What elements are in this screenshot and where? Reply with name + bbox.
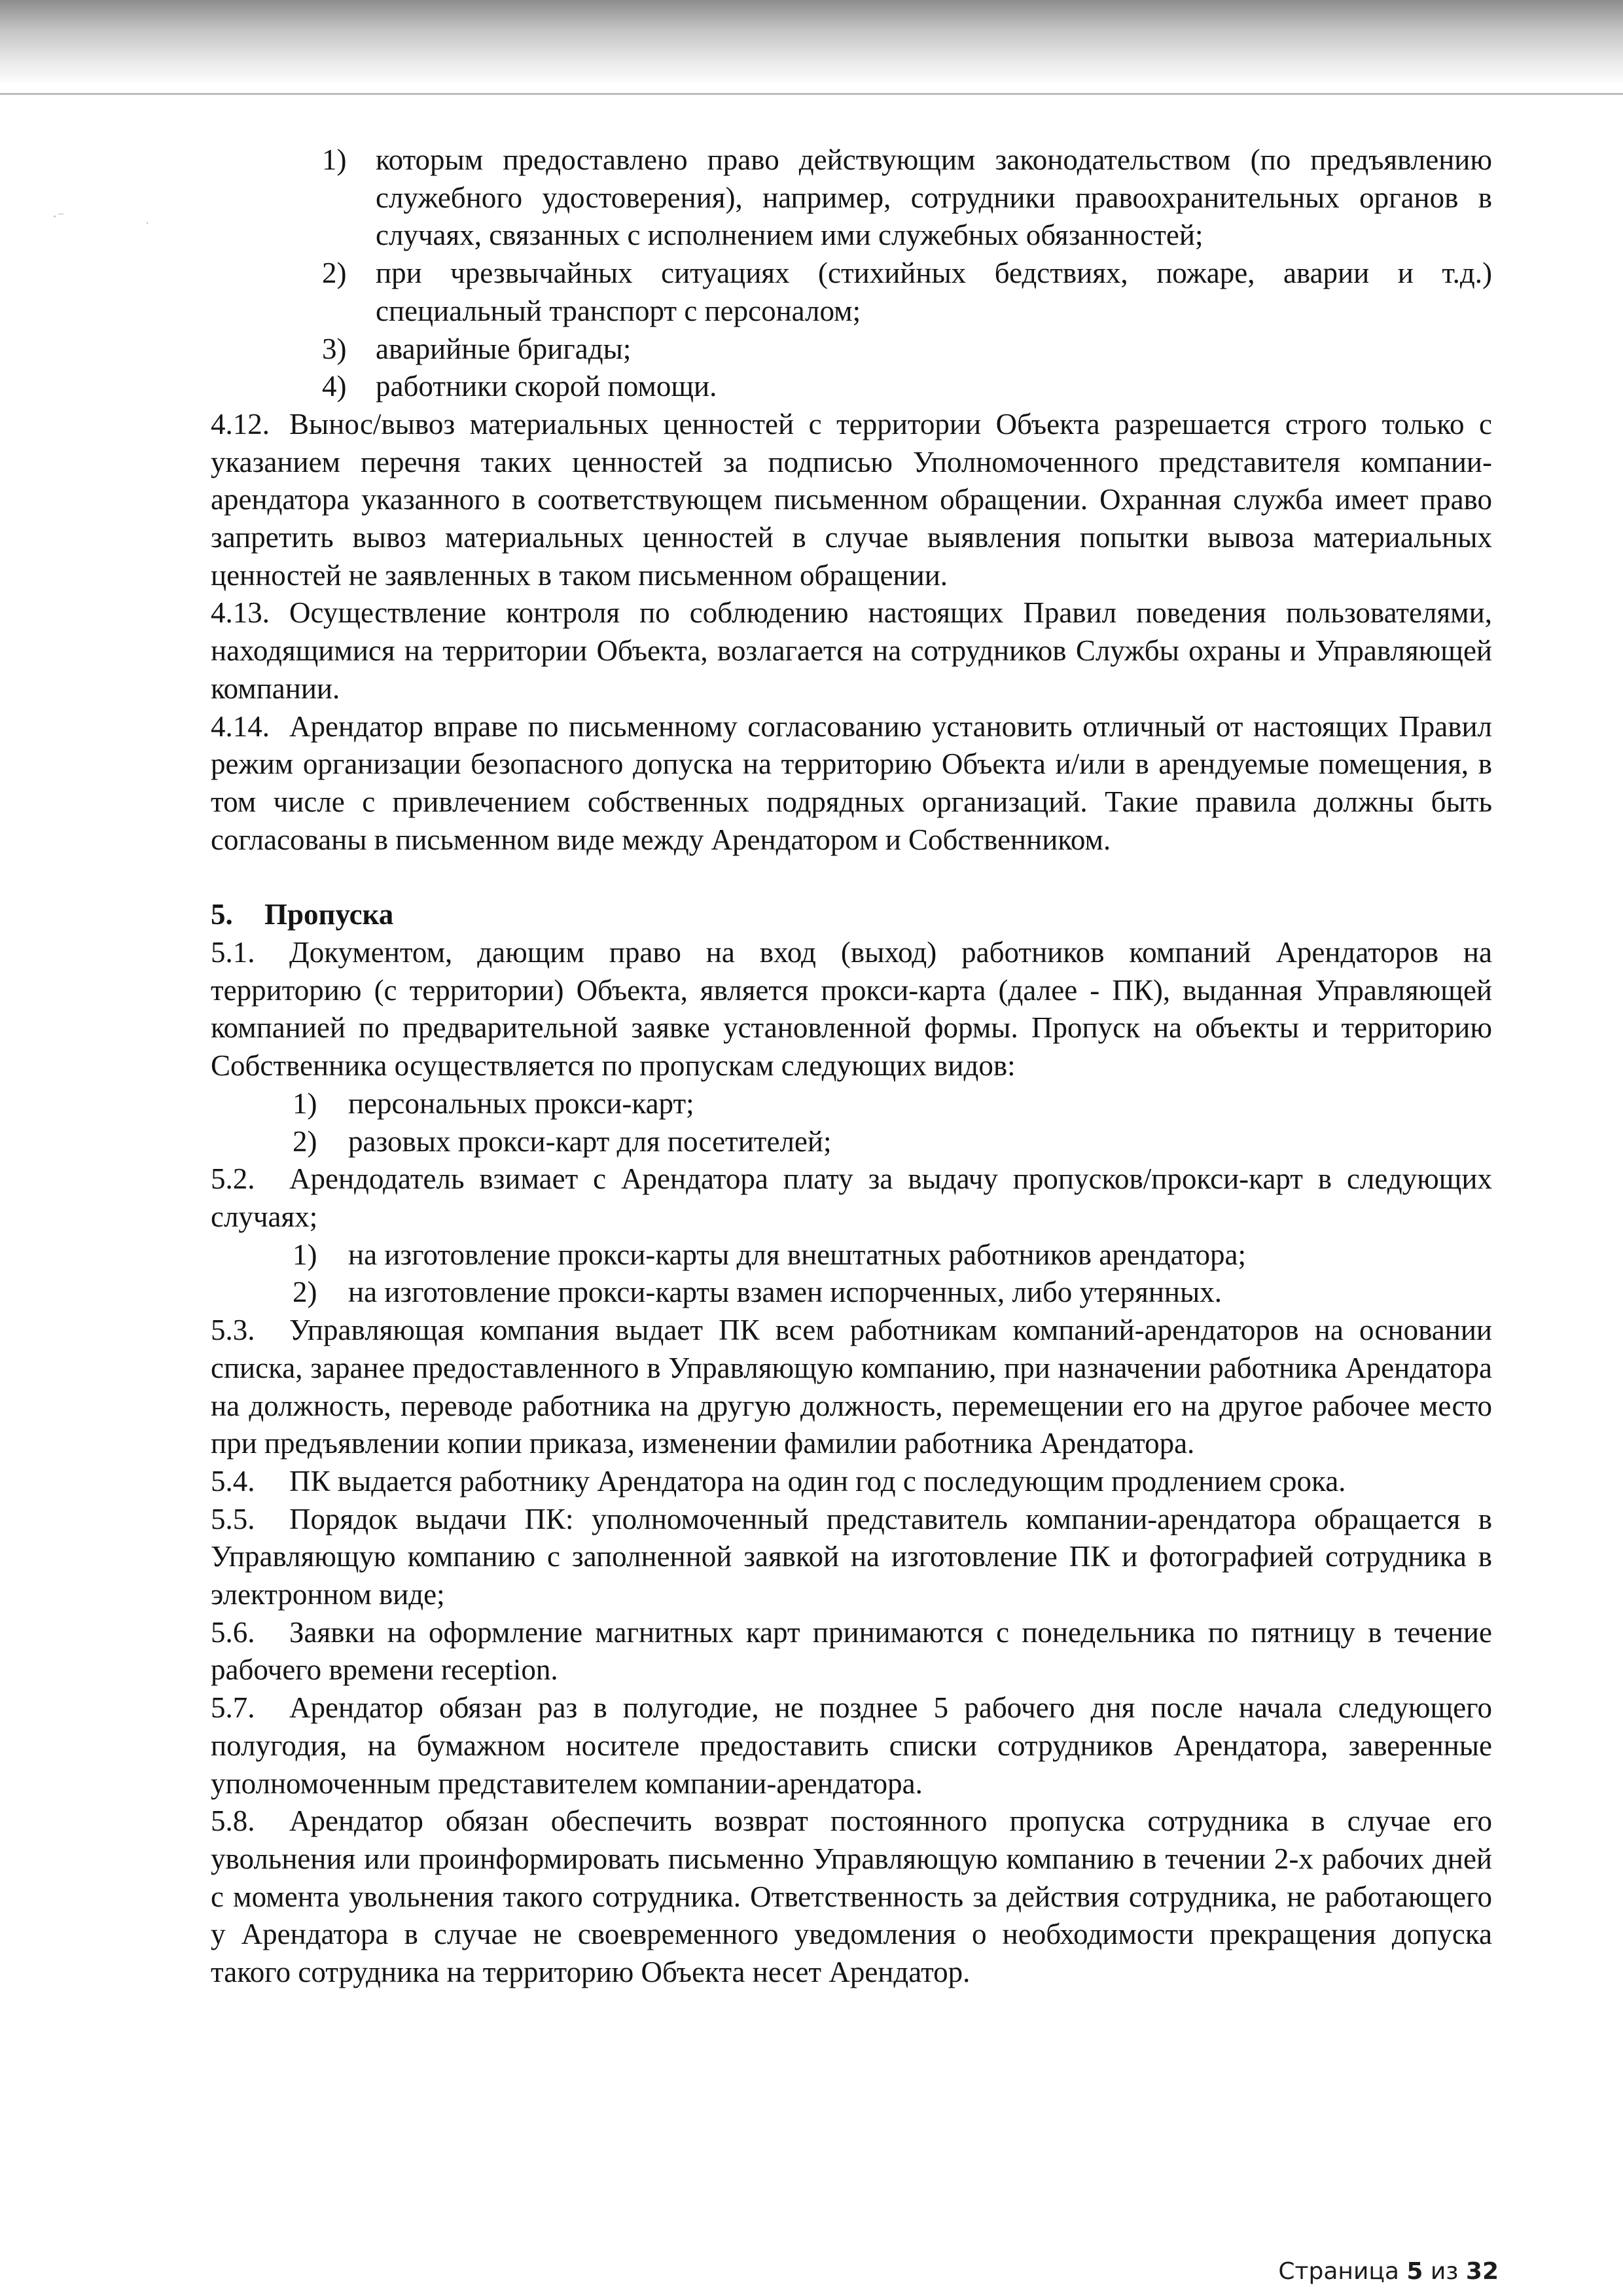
list-item: 1) на изготовление прокси-карты для внештатных работников арендатора; — [293, 1238, 1246, 1271]
list-item: 3) аварийные бригады; — [322, 332, 632, 365]
paragraph-5-7: 5.7. Арендатор обязан раз в полугодие, не позднее 5 рабочего дня после начала следующего полугодия, на бумажном носителе предоставить списки сотрудников Арендатора, заверенные уполномоченным представителем компании-арендатора. — [211, 1691, 1492, 1800]
list-item: 1) которым предоставлено право действующим законодательством (по предъявлению служебного удостоверения), например, сотрудники правоохранительных органов в случаях, связанных с исполнением ими служебных обязанностей; — [322, 143, 1492, 252]
scan-edge — [0, 93, 1623, 95]
paragraph-5-8: 5.8. Арендатор обязан обеспечить возврат постоянного пропуска сотрудника в случае его увольнения или проинформировать письменно Управляющую компанию в течении 2-х рабочих дней с момента увольнения такого сотрудника. Ответственность за действия сотрудника, не работающего у Арендатора в случае не своевременного уведомления о необходимости прекращения допуска такого сотрудника на территорию Объекта несет Арендатор. — [211, 1804, 1492, 1989]
list-4-11 — [322, 141, 1492, 406]
page-number: Страница 5 из 32 — [1278, 2258, 1499, 2285]
paragraph-5-2: 5.2. Арендодатель взимает с Арендатора плату за выдачу пропусков/прокси-карт в следующих случаях; — [211, 1162, 1492, 1233]
scan-speck: ˑ — [145, 216, 150, 232]
list-5-1 — [211, 1085, 1492, 1160]
paragraph-4-13: 4.13. Осуществление контроля по соблюдению настоящих Правил поведения пользователями, находящимися на территории Объекта, возлагается на сотрудников Службы охраны и Управляющей компании. — [211, 596, 1492, 705]
scan-shadow — [0, 0, 1623, 85]
paragraph-5-4: 5.4. ПК выдается работнику Арендатора на один год с последующим продлением срока. — [211, 1464, 1346, 1498]
paragraph-5-5: 5.5. Порядок выдачи ПК: уполномоченный представитель компании-арендатора обращается в Управляющую компанию с заполненной заявкой на изготовление ПК и фотографией сотрудника в электронном виде; — [211, 1502, 1492, 1611]
paragraph-5-3: 5.3. Управляющая компания выдает ПК всем работникам компаний-арендаторов на основании списка, заранее предоставленного в Управляющую компанию, при назначении работника Арендатора на должность, переводе работника на другую должность, перемещении его на другое рабочее место при предъявлении копии приказа, изменении фамилии работника Арендатора. — [211, 1314, 1492, 1460]
list-item: 1) персональных прокси-карт; — [293, 1086, 694, 1120]
paragraph-5-6: 5.6. Заявки на оформление магнитных карт принимаются с понедельника по пятницу в течение рабочего времени reception. — [211, 1615, 1492, 1687]
document-body — [211, 141, 1492, 1992]
scan-speck: ·⁻ — [52, 208, 65, 224]
list-item: 4) работники скорой помощи. — [322, 370, 717, 403]
section-title: 5. Пропуска — [211, 898, 394, 931]
list-5-2 — [211, 1236, 1492, 1312]
paragraph-4-14: 4.14. Арендатор вправе по письменному согласованию установить отличный от настоящих Правил режим организации безопасного допуска на территорию Объекта и/или в арендуемые помещения, в том числе с привлечением собственных подрядных организаций. Такие правила должны быть согласованы в письменном виде между Арендатором и Собственником. — [211, 709, 1492, 856]
list-item: 2) на изготовление прокси-карты взамен испорченных, либо утерянных. — [293, 1276, 1222, 1309]
paragraph-4-12: 4.12. Вынос/вывоз материальных ценностей с территории Объекта разрешается строго только с указанием перечня таких ценностей за подписью Уполномоченного представителя компании-арендатора указанного в соответствующем письменном обращении. Охранная служба имеет право запретить вывоз материальных ценностей в случае выявления попытки вывоза материальных ценностей не заявленных в таком письменном обращении. — [211, 407, 1492, 592]
paragraph-5-1: 5.1. Документом, дающим право на вход (выход) работников компаний Арендаторов на территорию (с территории) Объекта, является прокси-карта (далее - ПК), выданная Управляющей компанией по предварительной заявке установленной формы. Пропуск на объекты и территорию Собственника осуществляется по пропускам следующих видов: — [211, 936, 1492, 1083]
list-item: 2) разовых прокси-карт для посетителей; — [293, 1124, 832, 1158]
list-item: 2) при чрезвычайных ситуациях (стихийных бедствиях, пожаре, аварии и т.д.) специальный транспорт с персоналом; — [322, 257, 1492, 327]
